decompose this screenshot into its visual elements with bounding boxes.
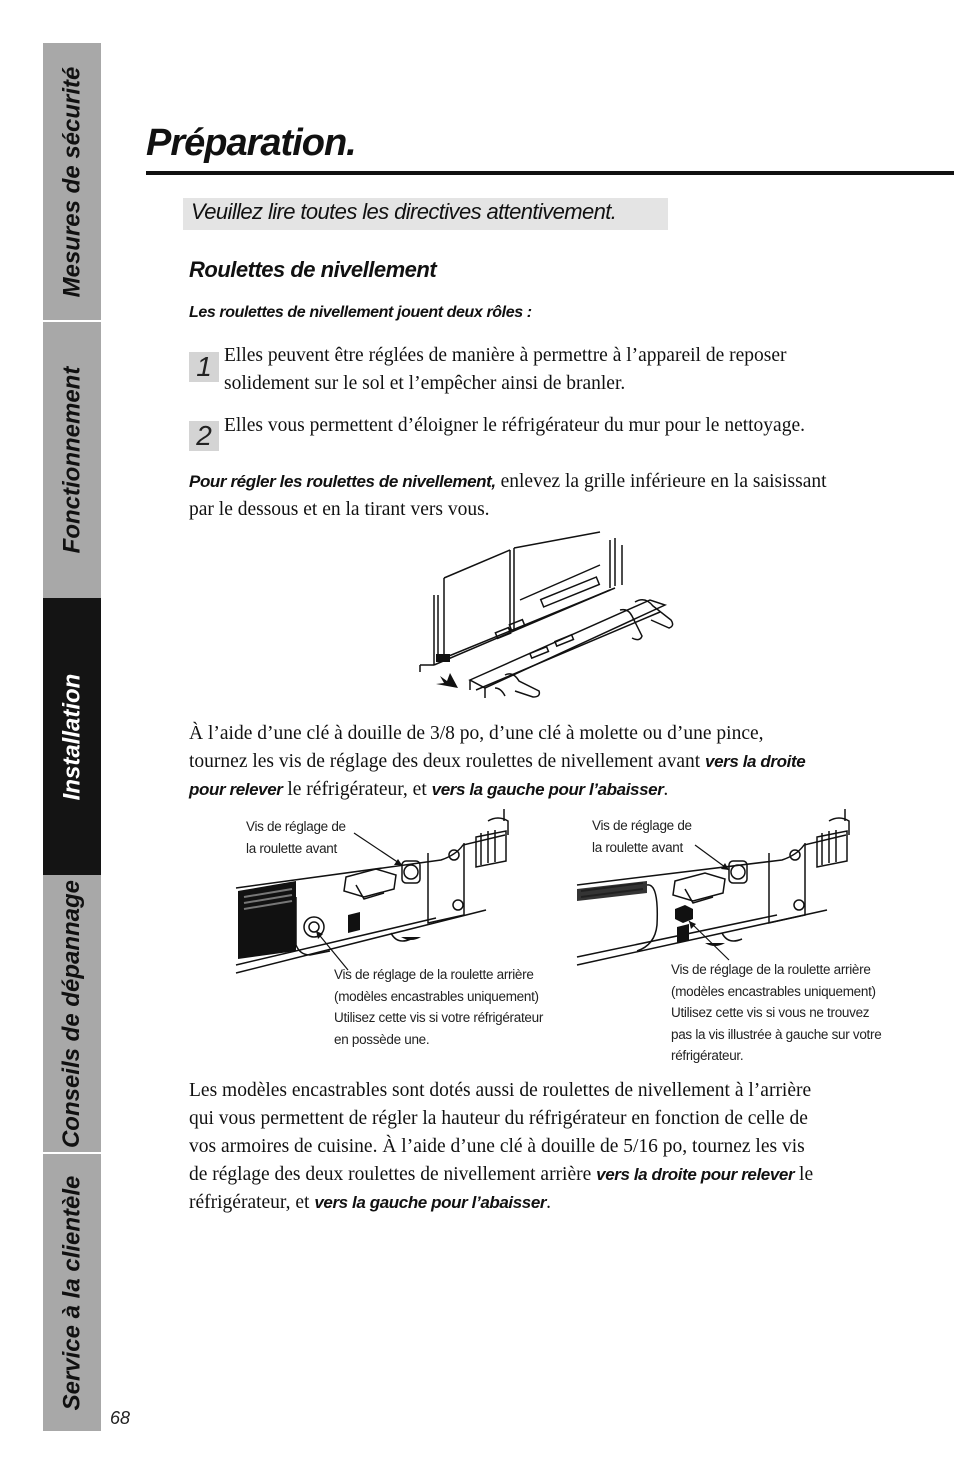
text: réfrigérateur, et (189, 1192, 315, 1213)
tab-service-a-la-clientele[interactable] (43, 1154, 101, 1431)
caption-line: Vis de réglage de (246, 819, 346, 834)
grille-removal-illustration (410, 540, 670, 705)
caption-line: Utilisez cette vis si votre réfrigérateur (334, 1010, 544, 1025)
text: le (794, 1164, 814, 1185)
caption-line: Vis de réglage de la roulette arrière (671, 962, 871, 977)
item-number-badge: 1 (189, 352, 219, 382)
tab-conseils-de-depannage[interactable] (43, 875, 101, 1152)
text: À l’aide d’une clé à douille de 3/8 po, d’une clé à molette ou d’une pince, (189, 723, 764, 744)
caption-line: Vis de réglage de la roulette arrière (334, 967, 534, 982)
caption-line: (modèles encastrables uniquement) (334, 988, 539, 1004)
bold-text: vers la gauche pour l’abaisser (431, 780, 664, 799)
bold-text: vers la gauche pour l’abaisser (314, 1193, 547, 1212)
page-title: Préparation. (146, 122, 356, 164)
rear-screw-label-right (671, 959, 881, 1067)
tab-label: Fonctionnement (58, 366, 85, 554)
text: de réglage des deux roulettes de nivellement arrière (189, 1164, 597, 1185)
caption-line: réfrigérateur. (671, 1048, 744, 1063)
section-subheading: Les roulettes de nivellement jouent deux rôles : (189, 304, 532, 321)
item-number-badge: 2 (189, 421, 219, 451)
paragraph-rear-rollers (189, 1077, 929, 1217)
text: enlevez la grille inférieure en la saisissant (495, 471, 827, 492)
bold-lead: Pour régler les roulettes de nivellement, (189, 472, 496, 491)
text: vos armoires de cuisine. À l’aide d’une clé à douille de 5/16 po, tournez les vis (189, 1136, 805, 1157)
item-line: Elles peuvent être réglées de manière à permettre à l’appareil de reposer (224, 345, 787, 366)
caption-line: Vis de réglage de (592, 818, 692, 833)
paragraph-grille (189, 468, 929, 524)
caption-line: (modèles encastrables uniquement) (671, 983, 876, 999)
text: Les modèles encastrables sont dotés aussi de roulettes de nivellement à l’arrière (189, 1080, 812, 1101)
paragraph-front-rollers (189, 720, 929, 804)
tab-label: Installation (58, 673, 85, 800)
page-number: 68 (110, 1408, 131, 1428)
text: . (663, 779, 669, 800)
text: . (546, 1192, 551, 1213)
tab-label: Service à la clientèle (58, 1175, 86, 1410)
section-heading: Roulettes de nivellement (189, 257, 437, 282)
item-line: Elles vous permettent d’éloigner le réfrigérateur du mur pour le nettoyage. (224, 415, 805, 436)
bold-text: vers la droite (705, 752, 806, 771)
caption-line: la roulette avant (246, 840, 337, 856)
tab-label: Mesures de sécurité (58, 66, 85, 297)
tab-fonctionnement[interactable] (43, 322, 101, 598)
tab-mesures-de-securite[interactable] (43, 43, 101, 320)
caption-line: pas la vis illustrée à gauche sur votre (671, 1026, 882, 1042)
caption-line: en possède une. (334, 1031, 430, 1047)
caption-line: Utilisez cette vis si vous ne trouvez (671, 1005, 870, 1020)
text: le réfrigérateur, et (282, 779, 432, 800)
caption-line: la roulette avant (592, 839, 683, 855)
list-item (224, 342, 924, 398)
text: par le dessous et en la tirant vers vous. (189, 499, 490, 520)
tab-installation[interactable] (43, 598, 101, 875)
tab-label: Conseils de dépannage (58, 879, 86, 1148)
rear-screw-label-left (334, 964, 543, 1050)
bold-text: pour relever (189, 780, 283, 799)
roller-illustration-right (577, 815, 857, 980)
title-rule (146, 171, 954, 175)
text: qui vous permettent de régler la hauteur du réfrigérateur en fonction de celle de (189, 1108, 808, 1129)
list-item (224, 412, 924, 440)
intro-banner: Veuillez lire toutes les directives attentivement. (183, 198, 668, 230)
item-line: solidement sur le sol et l’empêcher ainsi de branler. (224, 373, 626, 394)
text: tournez les vis de réglage des deux roulettes de nivellement avant (189, 751, 706, 772)
roller-illustration-left (236, 815, 516, 980)
bold-text: vers la droite pour relever (596, 1165, 795, 1184)
